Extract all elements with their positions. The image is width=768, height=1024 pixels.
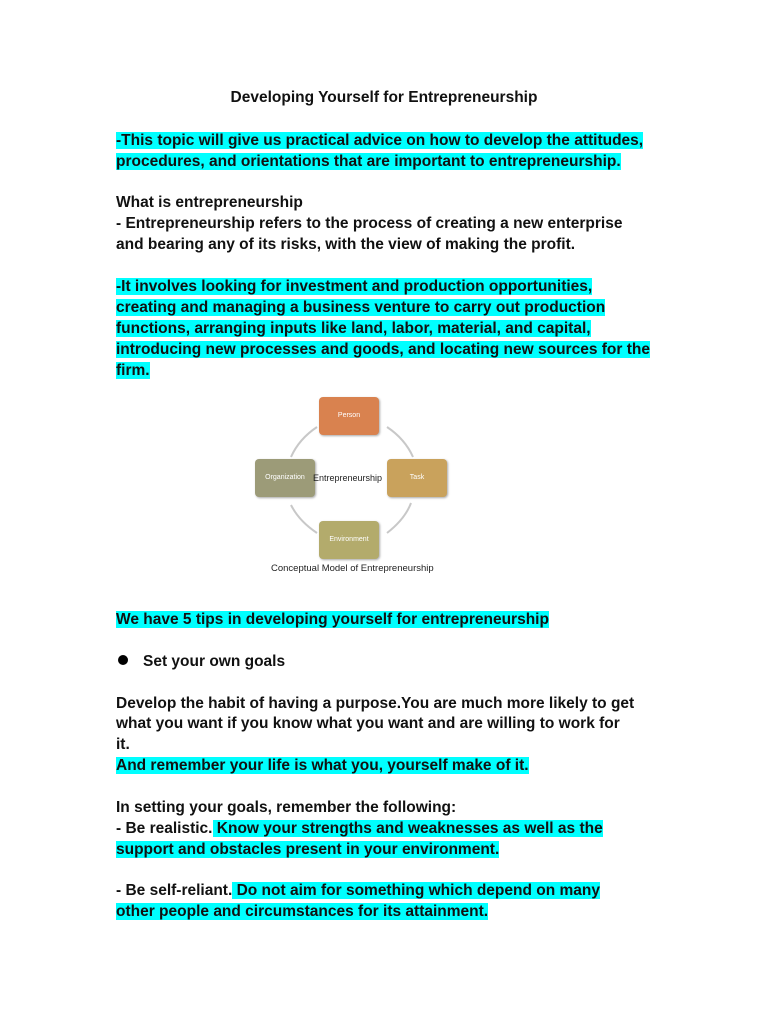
involves-row-4 (116, 339, 650, 360)
node-task (387, 459, 447, 497)
involves-row-3 (116, 318, 591, 339)
arrow-environment-to-organization (291, 505, 317, 533)
definition-line-2: and bearing any of its risks, with the view of making the profit. (116, 236, 576, 253)
node-environment-label: Environment (329, 536, 369, 544)
involves-line-5: firm. (116, 362, 150, 379)
arrow-task-to-environment (387, 503, 411, 533)
tip-1-p1-line-2: what you want if you know what you want and are willing to work for (116, 715, 620, 732)
intro-paragraph (116, 130, 643, 151)
node-environment (319, 521, 379, 559)
involves-row-5 (116, 360, 150, 381)
self-reliant-text-1: Do not aim for something which depend on many (232, 882, 600, 899)
center-label: Entrepreneurship (313, 473, 383, 483)
node-organization (255, 459, 315, 497)
definition-line-1: - Entrepreneurship refers to the process of creating a new enterprise (116, 215, 623, 232)
involves-line-4: introducing new processes and goods, and locating new sources for the (116, 341, 650, 358)
document-title: Developing Yourself for Entrepreneurship (230, 89, 538, 106)
realistic-line-1 (116, 818, 603, 839)
conceptual-model-figure (255, 393, 447, 578)
tip-1-p1-line-3: it. (116, 736, 130, 753)
involves-row-2 (116, 297, 605, 318)
tips-intro (116, 609, 549, 630)
self-reliant-line-1 (116, 880, 600, 901)
tip-1-p2-text: And remember your life is what you, yourself make of it. (116, 757, 529, 774)
node-person (319, 397, 379, 435)
tip-1-p1-line-1: Develop the habit of having a purpose.You are much more likely to get (116, 695, 635, 712)
intro-line-2: procedures, and orientations that are important to entrepreneurship. (116, 153, 621, 170)
node-task-label: Task (409, 474, 425, 482)
intro-paragraph-cont (116, 151, 621, 172)
involves-line-3: functions, arranging inputs like land, labor, material, and capital, (116, 320, 591, 337)
arrow-organization-to-person (291, 427, 317, 457)
involves-line-2: creating and managing a business venture to carry out production (116, 299, 606, 316)
what-is-heading: What is entrepreneurship (116, 194, 303, 211)
realistic-text-2: support and obstacles present in your environment. (116, 841, 500, 858)
node-organization-label: Organization (265, 474, 305, 482)
tip-1-title: Set your own goals (143, 653, 286, 670)
self-reliant-line-2 (116, 901, 488, 922)
self-reliant-label: - Be self-reliant. (116, 882, 233, 899)
realistic-label: - Be realistic. (116, 820, 213, 837)
setting-goals-intro: In setting your goals, remember the following: (116, 799, 457, 816)
tip-1-p2 (116, 755, 529, 776)
realistic-line-2 (116, 839, 499, 860)
involves-paragraph (116, 276, 592, 297)
bullet-icon (118, 655, 128, 665)
tips-intro-text: We have 5 tips in developing yourself for entrepreneurship (116, 611, 549, 628)
realistic-text-1: Know your strengths and weaknesses as well as the (212, 820, 603, 837)
arrow-person-to-task (387, 427, 413, 457)
self-reliant-text-2: other people and circumstances for its attainment. (116, 903, 489, 920)
node-person-label: Person (337, 412, 361, 420)
intro-line-1: -This topic will give us practical advice on how to develop the attitudes, (116, 132, 644, 149)
figure-caption: Conceptual Model of Entrepreneurship (271, 563, 434, 574)
involves-line-1: -It involves looking for investment and production opportunities, (116, 278, 593, 295)
